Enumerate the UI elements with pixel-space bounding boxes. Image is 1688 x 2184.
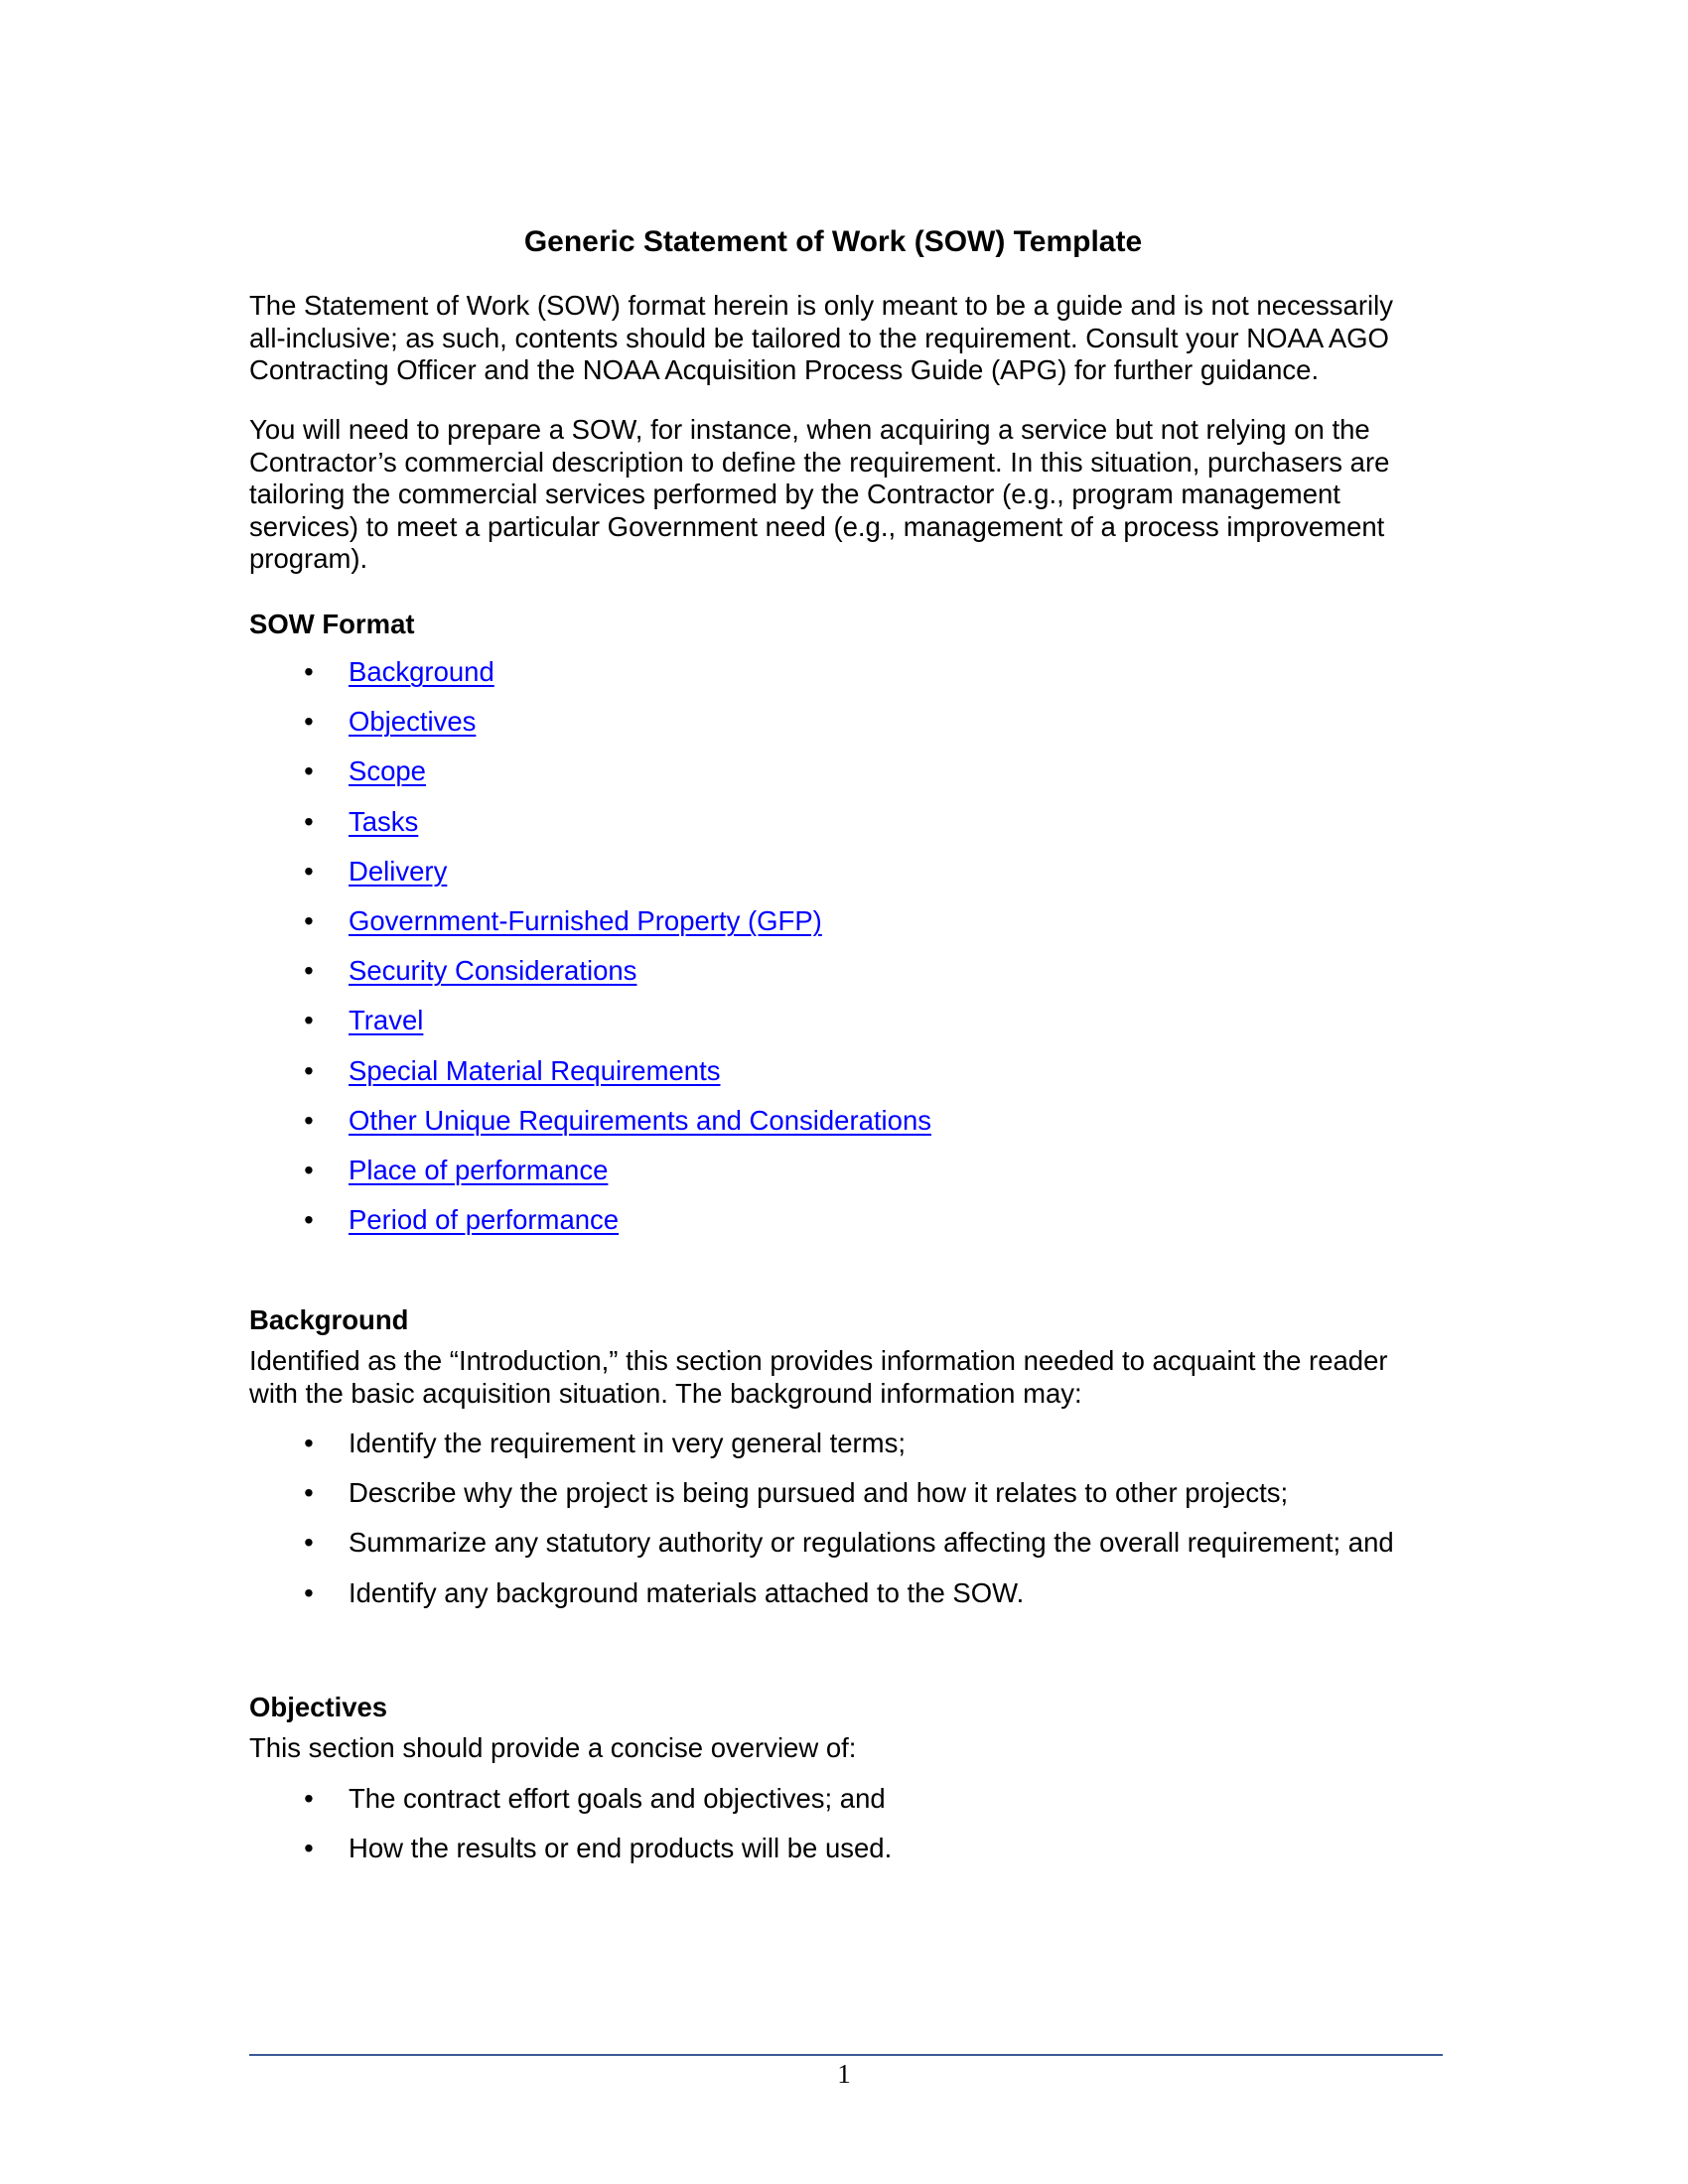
link-tasks[interactable]: Tasks [349,805,419,837]
intro-paragraph-1: The Statement of Work (SOW) format herein is only meant to be a guide and is not necessarily all-inclusive; as such, contents should be tailored to the requirement. Consult your NOAA AGO Contracting Officer and the NOAA Acquisition Process Guide (APG) for further guidance. [249,290,1393,385]
list-item [249,1526,1441,1575]
objectives-heading: Objectives [249,1692,388,1722]
bullet-icon: • [304,1477,314,1509]
link-security-considerations[interactable]: Security Considerations [349,955,637,987]
bullet-icon: • [304,1783,314,1814]
bullet-icon: • [304,1527,314,1559]
bullet-icon: • [304,904,314,936]
list-item [249,1576,1441,1626]
background-list [249,1427,1441,1626]
link-background[interactable]: Background [349,656,494,687]
link-period-of-performance[interactable]: Period of performance [349,1204,620,1236]
link-other-unique-requirements[interactable]: Other Unique Requirements and Considerations [349,1104,931,1136]
list-item [249,954,1441,1004]
link-travel[interactable]: Travel [349,1005,424,1036]
link-special-material-requirements[interactable]: Special Material Requirements [349,1054,721,1086]
list-item [249,1203,1441,1253]
background-paragraph: Identified as the “Introduction,” this section provides information needed to acquaint the reader with the basic acquisition situation. The background information may: [249,1345,1388,1409]
list-item-text: How the results or end products will be used. [349,1833,893,1864]
bullet-icon: • [304,1054,314,1086]
list-item [249,805,1441,855]
bullet-icon: • [304,1833,314,1864]
list-item [249,855,1441,904]
bullet-icon: • [304,706,314,738]
list-item [249,1476,1441,1526]
background-heading: Background [249,1304,409,1335]
document-title: Generic Statement of Work (SOW) Template [523,225,1143,258]
list-item [249,1782,1441,1832]
objectives-paragraph: This section should provide a concise overview of: [249,1732,857,1763]
list-item [249,1004,1441,1053]
bullet-icon: • [304,1204,314,1236]
bullet-icon: • [304,755,314,787]
list-item [249,1154,1441,1203]
list-item-text: Summarize any statutory authority or regulations affecting the overall requirement; and [349,1527,1394,1559]
list-item [249,754,1441,804]
list-item [249,1104,1441,1154]
link-government-furnished-property[interactable]: Government-Furnished Property (GFP) [349,904,822,936]
list-item-text: Describe why the project is being pursued and how it relates to other projects; [349,1477,1289,1509]
list-item-text: Identify the requirement in very general terms; [349,1428,906,1458]
footer-divider [249,2054,1443,2056]
link-scope[interactable]: Scope [349,755,426,787]
sow-format-heading: SOW Format [249,609,415,639]
link-delivery[interactable]: Delivery [349,855,448,887]
list-item [249,705,1441,754]
bullet-icon: • [304,1005,314,1036]
list-item-text: Identify any background materials attached to the SOW. [349,1576,1025,1608]
link-objectives[interactable]: Objectives [349,706,477,738]
list-item [249,655,1441,705]
sow-format-link-list [249,655,1441,1253]
bullet-icon: • [304,855,314,887]
list-item [249,904,1441,954]
list-item [249,1054,1441,1104]
page-number: 1 [837,2059,851,2089]
bullet-icon: • [304,955,314,987]
objectives-list [249,1782,1441,1881]
bullet-icon: • [304,1154,314,1185]
bullet-icon: • [304,656,314,687]
bullet-icon: • [304,1104,314,1136]
intro-paragraph-2: You will need to prepare a SOW, for instance, when acquiring a service but not relying on the Contractor’s commercial description to define the requirement. In this situation, purchasers are tailoring the commercial services performed by the Contractor (e.g., program management services) to meet a particular Government need (e.g., management of a process improvement program). [249,414,1390,574]
list-item-text: The contract effort goals and objectives; and [349,1783,886,1814]
link-place-of-performance[interactable]: Place of performance [349,1154,609,1185]
list-item [249,1427,1441,1476]
list-item [249,1832,1441,1881]
bullet-icon: • [304,805,314,837]
bullet-icon: • [304,1428,314,1458]
bullet-icon: • [304,1576,314,1608]
